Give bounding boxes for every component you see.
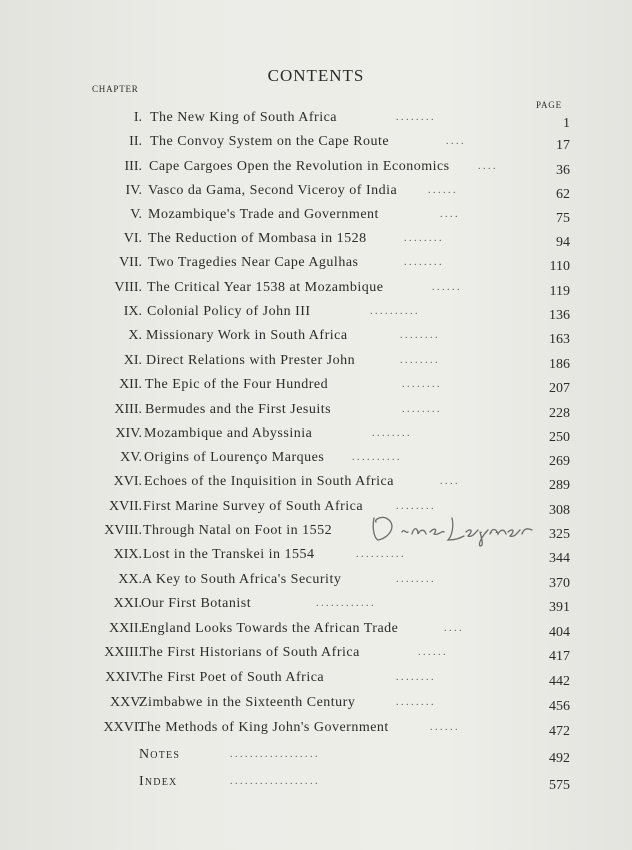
- page-number: 36: [556, 163, 570, 178]
- leader-dots: . . . . . . . .: [402, 404, 440, 415]
- leader-dots: . . . . . .: [418, 647, 446, 658]
- toc-entry: [0, 205, 632, 225]
- toc-entry: [0, 375, 632, 395]
- chapter-title: Colonial Policy of John III: [147, 304, 311, 319]
- toc-entry: [0, 718, 632, 738]
- chapter-title: The Critical Year 1538 at Mozambique: [147, 280, 384, 295]
- chapter-number: XIX.: [113, 547, 142, 562]
- page-number: 269: [549, 454, 570, 469]
- chapter-title: Our First Botanist: [141, 596, 252, 611]
- leader-dots: . . . . . . . .: [404, 257, 442, 268]
- chapter-title: The Epic of the Four Hundred: [145, 377, 329, 392]
- chapter-title: The First Historians of South Africa: [140, 645, 360, 660]
- toc-entry: [0, 229, 632, 249]
- page-number: 456: [549, 699, 570, 714]
- page-number: 417: [549, 649, 570, 664]
- chapter-column-label: CHAPTER: [92, 84, 139, 94]
- leader-dots: . . . . . . . . . .: [370, 306, 418, 317]
- toc-entry: [0, 132, 632, 152]
- toc-entry: [0, 278, 632, 298]
- page-number: 370: [549, 576, 570, 591]
- page-number: 391: [549, 600, 570, 615]
- chapter-number: VIII.: [114, 280, 142, 295]
- leader-dots: . . . . . .: [432, 282, 460, 293]
- toc-entry: [0, 351, 632, 371]
- page-number: 1: [563, 116, 570, 131]
- page-number: 325: [549, 527, 570, 542]
- chapter-title: England Looks Towards the African Trade: [141, 621, 399, 636]
- page-number: 575: [549, 778, 570, 793]
- leader-dots: . . . . . . . .: [402, 379, 440, 390]
- chapter-number: II.: [129, 134, 142, 149]
- chapter-title: The Methods of King John's Government: [138, 720, 389, 735]
- chapter-title: The First Poet of South Africa: [140, 670, 325, 685]
- toc-entry: [0, 472, 632, 492]
- page-number: 289: [549, 478, 570, 493]
- chapter-title: First Marine Survey of South Africa: [143, 499, 364, 514]
- chapter-title: Vasco da Gama, Second Viceroy of India: [148, 183, 398, 198]
- chapter-title: Lost in the Transkei in 1554: [143, 547, 315, 562]
- leader-dots: . . . .: [440, 476, 458, 487]
- page-number: 404: [549, 625, 570, 640]
- chapter-title: Mozambique and Abyssinia: [144, 426, 313, 441]
- leader-dots: . . . .: [478, 161, 496, 172]
- page-number: 442: [549, 674, 570, 689]
- chapter-title: Cape Cargoes Open the Revolution in Economics: [149, 159, 450, 174]
- leader-dots: . . . . . . . .: [396, 672, 434, 683]
- chapter-title: Two Tragedies Near Cape Agulhas: [148, 255, 359, 270]
- chapter-number: XXVI.: [103, 720, 142, 735]
- chapter-number: IX.: [123, 304, 142, 319]
- leader-dots: . . . .: [440, 209, 458, 220]
- chapter-title: The Convoy System on the Cape Route: [150, 134, 390, 149]
- toc-entry: [0, 157, 632, 177]
- toc-entry: [0, 326, 632, 346]
- chapter-title: Bermudes and the First Jesuits: [145, 402, 332, 417]
- handwritten-signature: [368, 510, 538, 548]
- page-number: 110: [549, 259, 570, 274]
- page-number: 62: [556, 187, 570, 202]
- page-number: 492: [549, 751, 570, 766]
- chapter-title: Through Natal on Foot in 1552: [143, 523, 333, 538]
- chapter-number: X.: [128, 328, 142, 343]
- chapter-title: A Key to South Africa's Security: [142, 572, 342, 587]
- chapter-title: Echoes of the Inquisition in South Africa: [144, 474, 394, 489]
- page-number: 94: [556, 235, 570, 250]
- page-number: 228: [549, 406, 570, 421]
- chapter-title: Index: [139, 774, 178, 789]
- toc-entry: [0, 570, 632, 590]
- toc-entry: [0, 745, 632, 765]
- chapter-title: Direct Relations with Prester John: [146, 353, 356, 368]
- leader-dots: . . . . . .: [428, 185, 456, 196]
- chapter-number: XII.: [119, 377, 142, 392]
- toc-entry: [0, 302, 632, 322]
- leader-dots: . . . . . . . . . . . .: [316, 598, 374, 609]
- toc-entry: [0, 594, 632, 614]
- leader-dots: . . . . . . . .: [372, 428, 410, 439]
- chapter-number: VII.: [119, 255, 142, 270]
- chapter-number: XXII.: [108, 621, 142, 636]
- toc-entry: [0, 545, 632, 565]
- page-number: 250: [549, 430, 570, 445]
- toc-entry: [0, 448, 632, 468]
- chapter-number: XVII.: [108, 499, 142, 514]
- leader-dots: . . . . . . . . . . . . . . . . . .: [230, 776, 318, 787]
- page-number: 186: [549, 357, 570, 372]
- leader-dots: . . . . . . . . . .: [356, 549, 404, 560]
- leader-dots: . . . .: [444, 623, 462, 634]
- leader-dots: . . . . . . . .: [400, 330, 438, 341]
- leader-dots: . . . . . . . .: [400, 355, 438, 366]
- chapter-number: XXIII.: [104, 645, 142, 660]
- toc-entry: [0, 108, 632, 131]
- toc-entry: [0, 181, 632, 201]
- chapter-number: XIV.: [115, 426, 142, 441]
- chapter-title: The Reduction of Mombasa in 1528: [148, 231, 367, 246]
- leader-dots: . . . . . . . . . . . . . . . . . .: [230, 749, 318, 760]
- chapter-title: Mozambique's Trade and Government: [148, 207, 379, 222]
- toc-entry: [0, 424, 632, 444]
- page-number: 472: [549, 724, 570, 739]
- page-number: 207: [549, 381, 570, 396]
- chapter-number: XXIV.: [105, 670, 142, 685]
- chapter-number: III.: [124, 159, 142, 174]
- chapter-number: XVIII.: [104, 523, 142, 538]
- page-number: 163: [549, 332, 570, 347]
- page-number: 136: [549, 308, 570, 323]
- leader-dots: . . . . . . . .: [396, 112, 434, 123]
- leader-dots: . . . . . . . .: [396, 697, 434, 708]
- page-number: 17: [556, 138, 570, 153]
- chapter-title: Missionary Work in South Africa: [146, 328, 348, 343]
- leader-dots: . . . .: [446, 136, 464, 147]
- page-number: 119: [549, 284, 570, 299]
- toc-entry: [0, 772, 632, 792]
- page-column-label: PAGE: [536, 100, 562, 110]
- toc-entry: [0, 643, 632, 663]
- chapter-number: XX.: [118, 572, 142, 587]
- page-number: 344: [549, 551, 570, 566]
- chapter-number: XIII.: [114, 402, 142, 417]
- chapter-number: I.: [133, 110, 142, 125]
- toc-entry: [0, 400, 632, 420]
- leader-dots: . . . . . .: [430, 722, 458, 733]
- leader-dots: . . . . . . . . . .: [352, 452, 400, 463]
- toc-entry: [0, 693, 632, 713]
- chapter-title: Zimbabwe in the Sixteenth Century: [139, 695, 356, 710]
- chapter-number: VI.: [123, 231, 142, 246]
- leader-dots: . . . . . . . .: [396, 574, 434, 585]
- chapter-number: XI.: [123, 353, 142, 368]
- toc-entry: [0, 668, 632, 688]
- page-number: 75: [556, 211, 570, 226]
- chapter-number: XXV.: [109, 695, 142, 710]
- page-number: 308: [549, 503, 570, 518]
- leader-dots: . . . . . . . .: [404, 233, 442, 244]
- page-title: CONTENTS: [267, 66, 365, 85]
- chapter-number: XV.: [120, 450, 142, 465]
- chapter-number: XVI.: [113, 474, 142, 489]
- chapter-title: Origins of Lourenço Marques: [144, 450, 325, 465]
- chapter-number: XXI.: [113, 596, 142, 611]
- leader-dots: . . . .: [480, 525, 498, 536]
- chapter-title: The New King of South Africa: [150, 110, 338, 125]
- leader-dots: . . . . . . . .: [396, 501, 434, 512]
- toc-entry: [0, 253, 632, 273]
- chapter-title: Notes: [139, 747, 181, 762]
- chapter-number: IV.: [125, 183, 142, 198]
- toc-entry: [0, 619, 632, 639]
- chapter-number: V.: [130, 207, 142, 222]
